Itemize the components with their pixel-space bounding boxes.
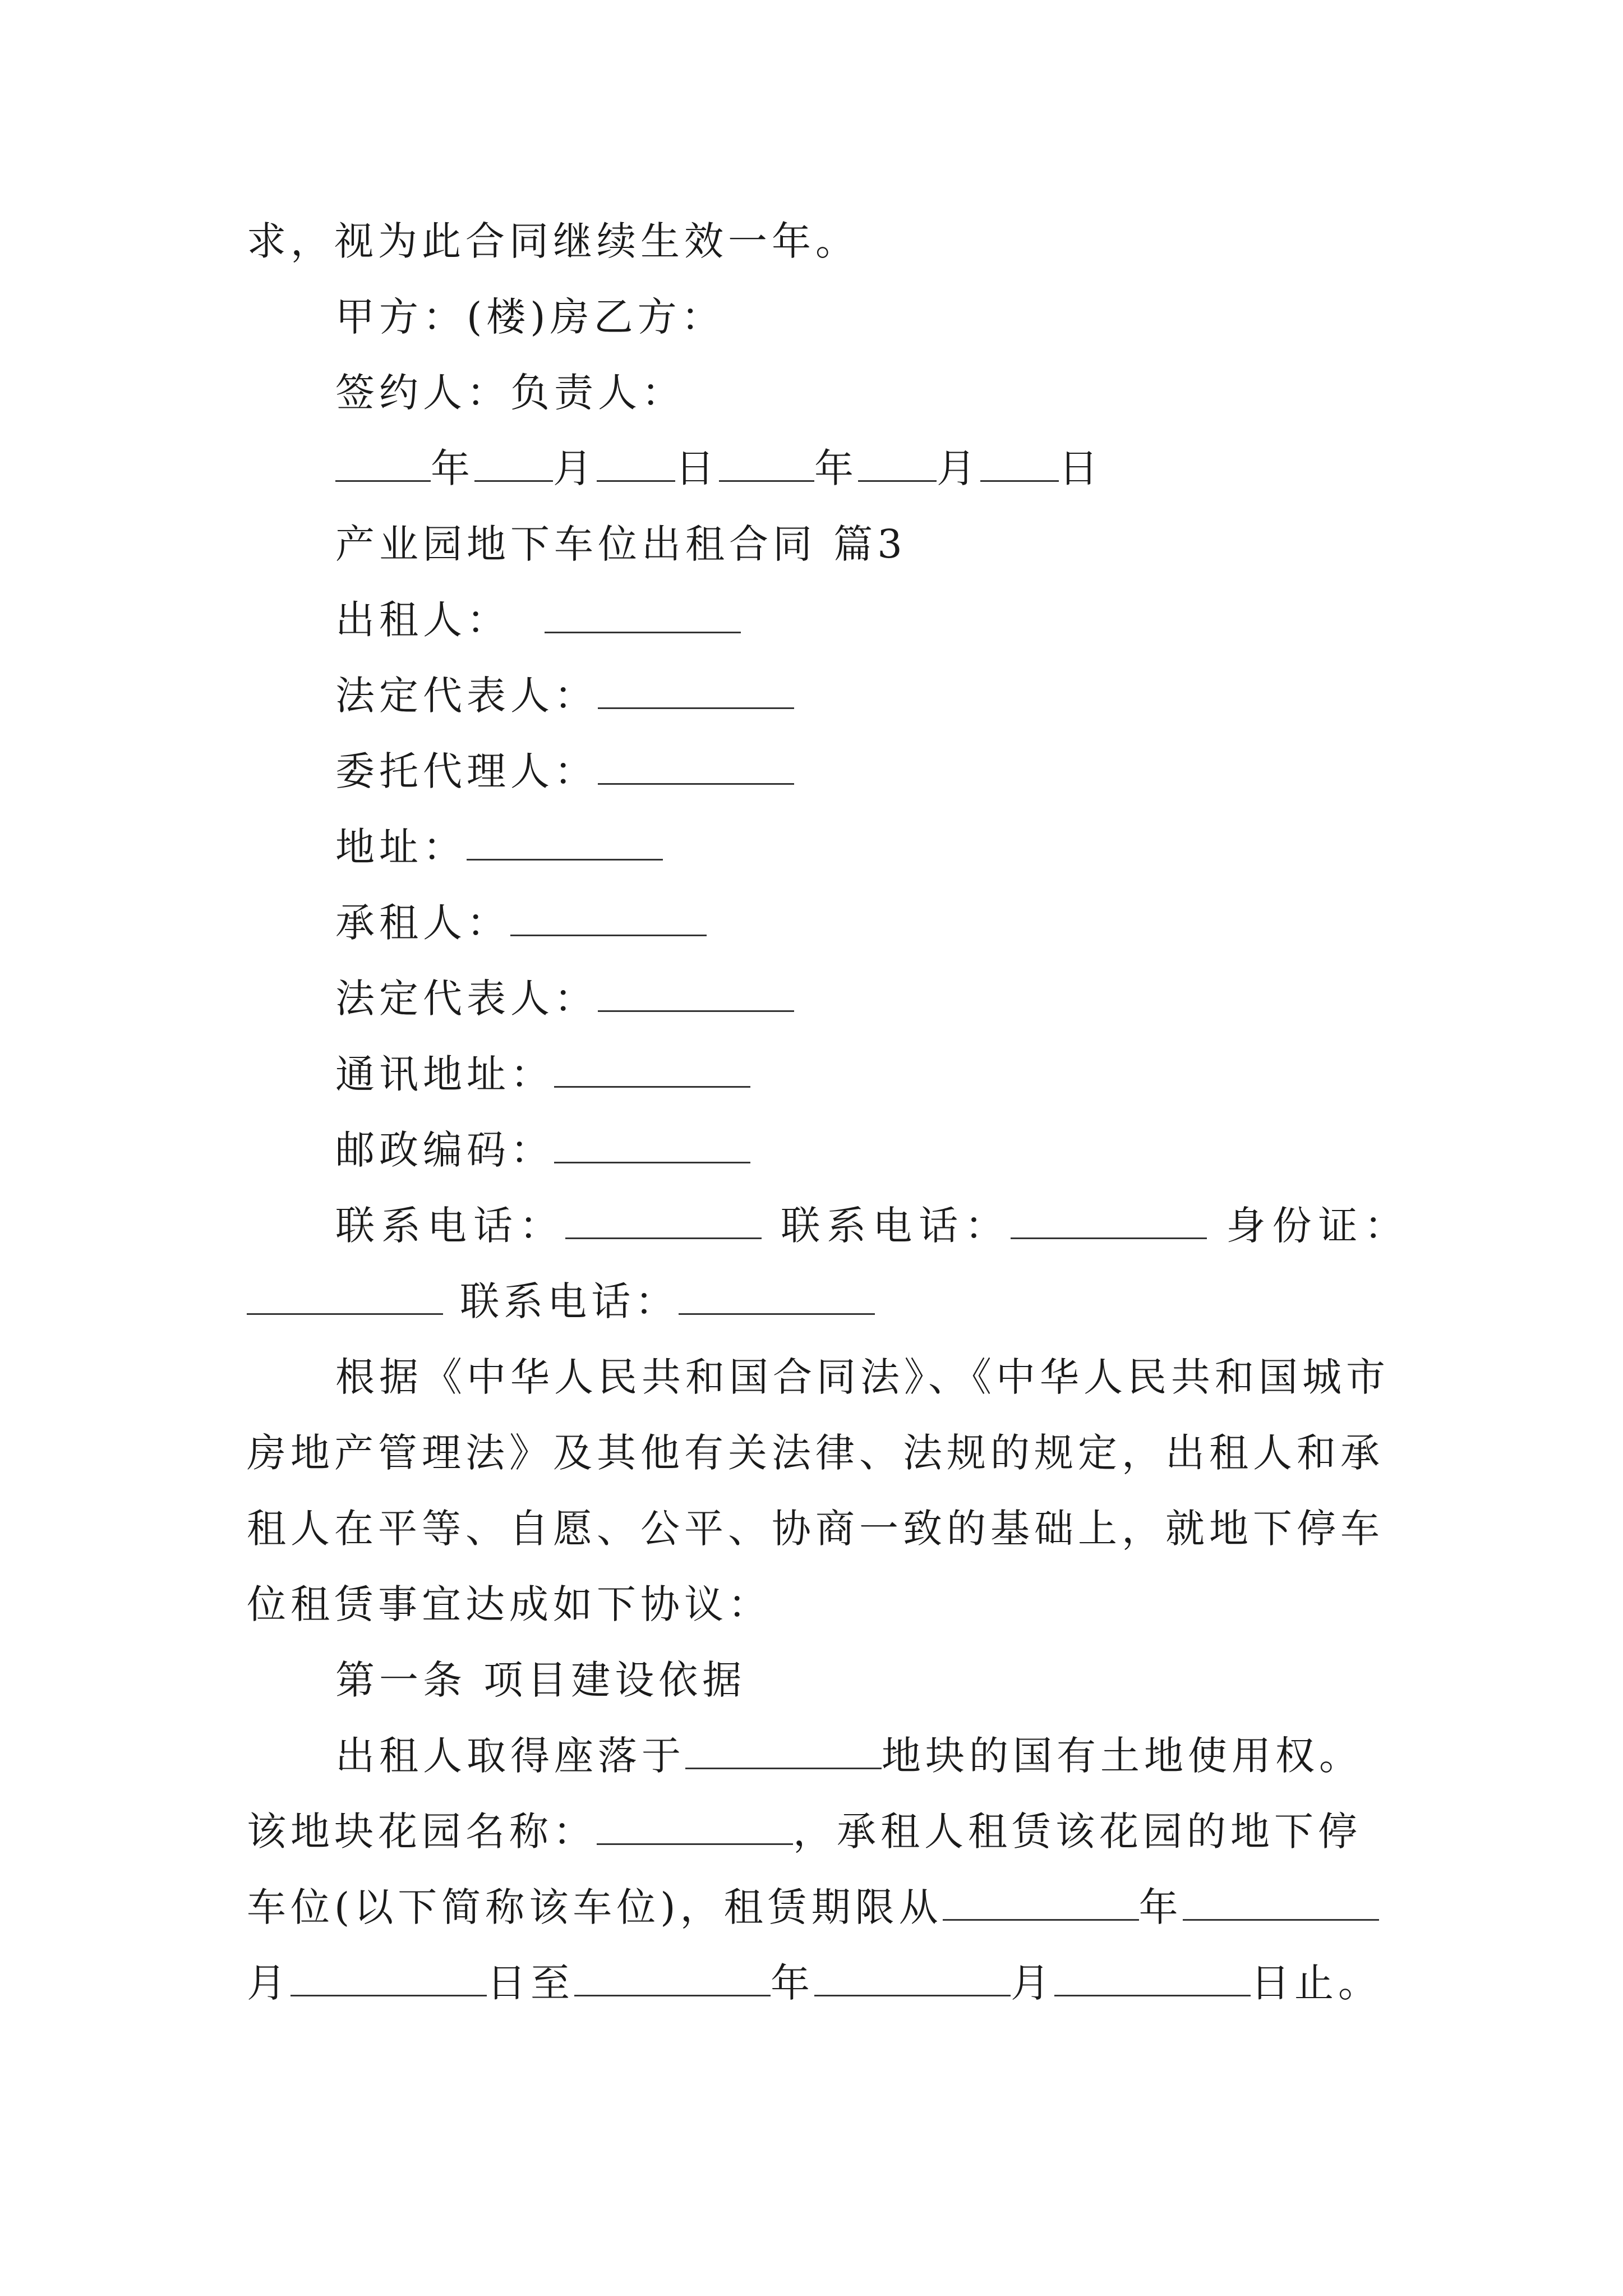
month-blank <box>474 445 553 482</box>
body-text: 根据《中华人民共和国合同法》、《中华人民共和国城市 <box>335 1354 1390 1400</box>
lessor-line: 出租人： <box>335 592 741 648</box>
day-blank <box>597 445 675 482</box>
lessee-line: 承租人： <box>335 895 707 951</box>
phone-blank <box>679 1278 875 1315</box>
body-text: 出租人取得座落于 地块的国有土地使用权。 <box>335 1733 1363 1779</box>
start-year-blank <box>943 1884 1139 1921</box>
contact-line-2: 联系电话： <box>247 1273 875 1329</box>
body-text: 该地块花园名称： ，承租人租赁该花园的地下停 <box>247 1809 1362 1855</box>
body-text: 车位(以下简称该车位)，租赁期限从 年 <box>247 1879 1379 1935</box>
mail-address-blank <box>554 1051 750 1088</box>
start-day-blank <box>291 1960 487 1996</box>
body-text: 房地产管理法》及其他有关法律、法规的规定，出租人和承 <box>247 1430 1384 1476</box>
body-text: 位租赁事宜达成如下协议： <box>247 1581 772 1627</box>
postal-code-line: 邮政编码： <box>335 1122 750 1178</box>
end-day-blank <box>1054 1960 1251 1996</box>
body-text: 租人在平等、自愿、公平、协商一致的基础上，就地下停车 <box>247 1506 1384 1552</box>
year-blank <box>719 445 814 482</box>
postal-code-blank <box>554 1127 750 1163</box>
article-heading: 第一条 项目建设依据 <box>335 1657 746 1703</box>
mail-address-line: 通讯地址： <box>335 1046 750 1102</box>
garden-name-blank <box>597 1809 793 1845</box>
address-blank <box>467 824 663 861</box>
agent-blank <box>598 748 794 785</box>
end-year-blank <box>574 1960 771 1996</box>
phone-blank <box>565 1203 762 1239</box>
id-blank <box>247 1278 443 1315</box>
lessor-blank <box>545 597 741 633</box>
body-text: 月 日至 年 月 日止。 <box>247 1960 1382 2006</box>
legal-rep-line-2: 法定代表人： <box>335 970 794 1027</box>
year-blank <box>335 445 431 482</box>
phone-blank <box>1011 1203 1207 1239</box>
end-month-blank <box>814 1960 1011 1996</box>
day-blank <box>980 445 1059 482</box>
month-blank <box>858 445 937 482</box>
contact-line: 联系电话： 联系电话： 身份证： <box>335 1203 1410 1249</box>
section-title: 产业园地下车位出租合同 篇3 <box>335 521 907 567</box>
date-line: 年 月 日 年 月 日 <box>335 440 1103 496</box>
legal-rep-line: 法定代表人： <box>335 668 794 724</box>
agent-line: 委托代理人： <box>335 743 794 799</box>
lessee-blank <box>510 900 707 936</box>
address-line: 地址： <box>335 819 663 875</box>
start-month-blank <box>1183 1884 1379 1921</box>
party-line: 甲方：(楼)房乙方： <box>335 294 725 340</box>
location-blank <box>685 1733 882 1769</box>
paragraph-continuation: 求，视为此合同继续生效一年。 <box>247 218 859 264</box>
legal-rep-blank-2 <box>598 976 794 1012</box>
legal-rep-blank <box>598 673 794 709</box>
signatory-line: 签约人：负责人： <box>335 370 685 416</box>
